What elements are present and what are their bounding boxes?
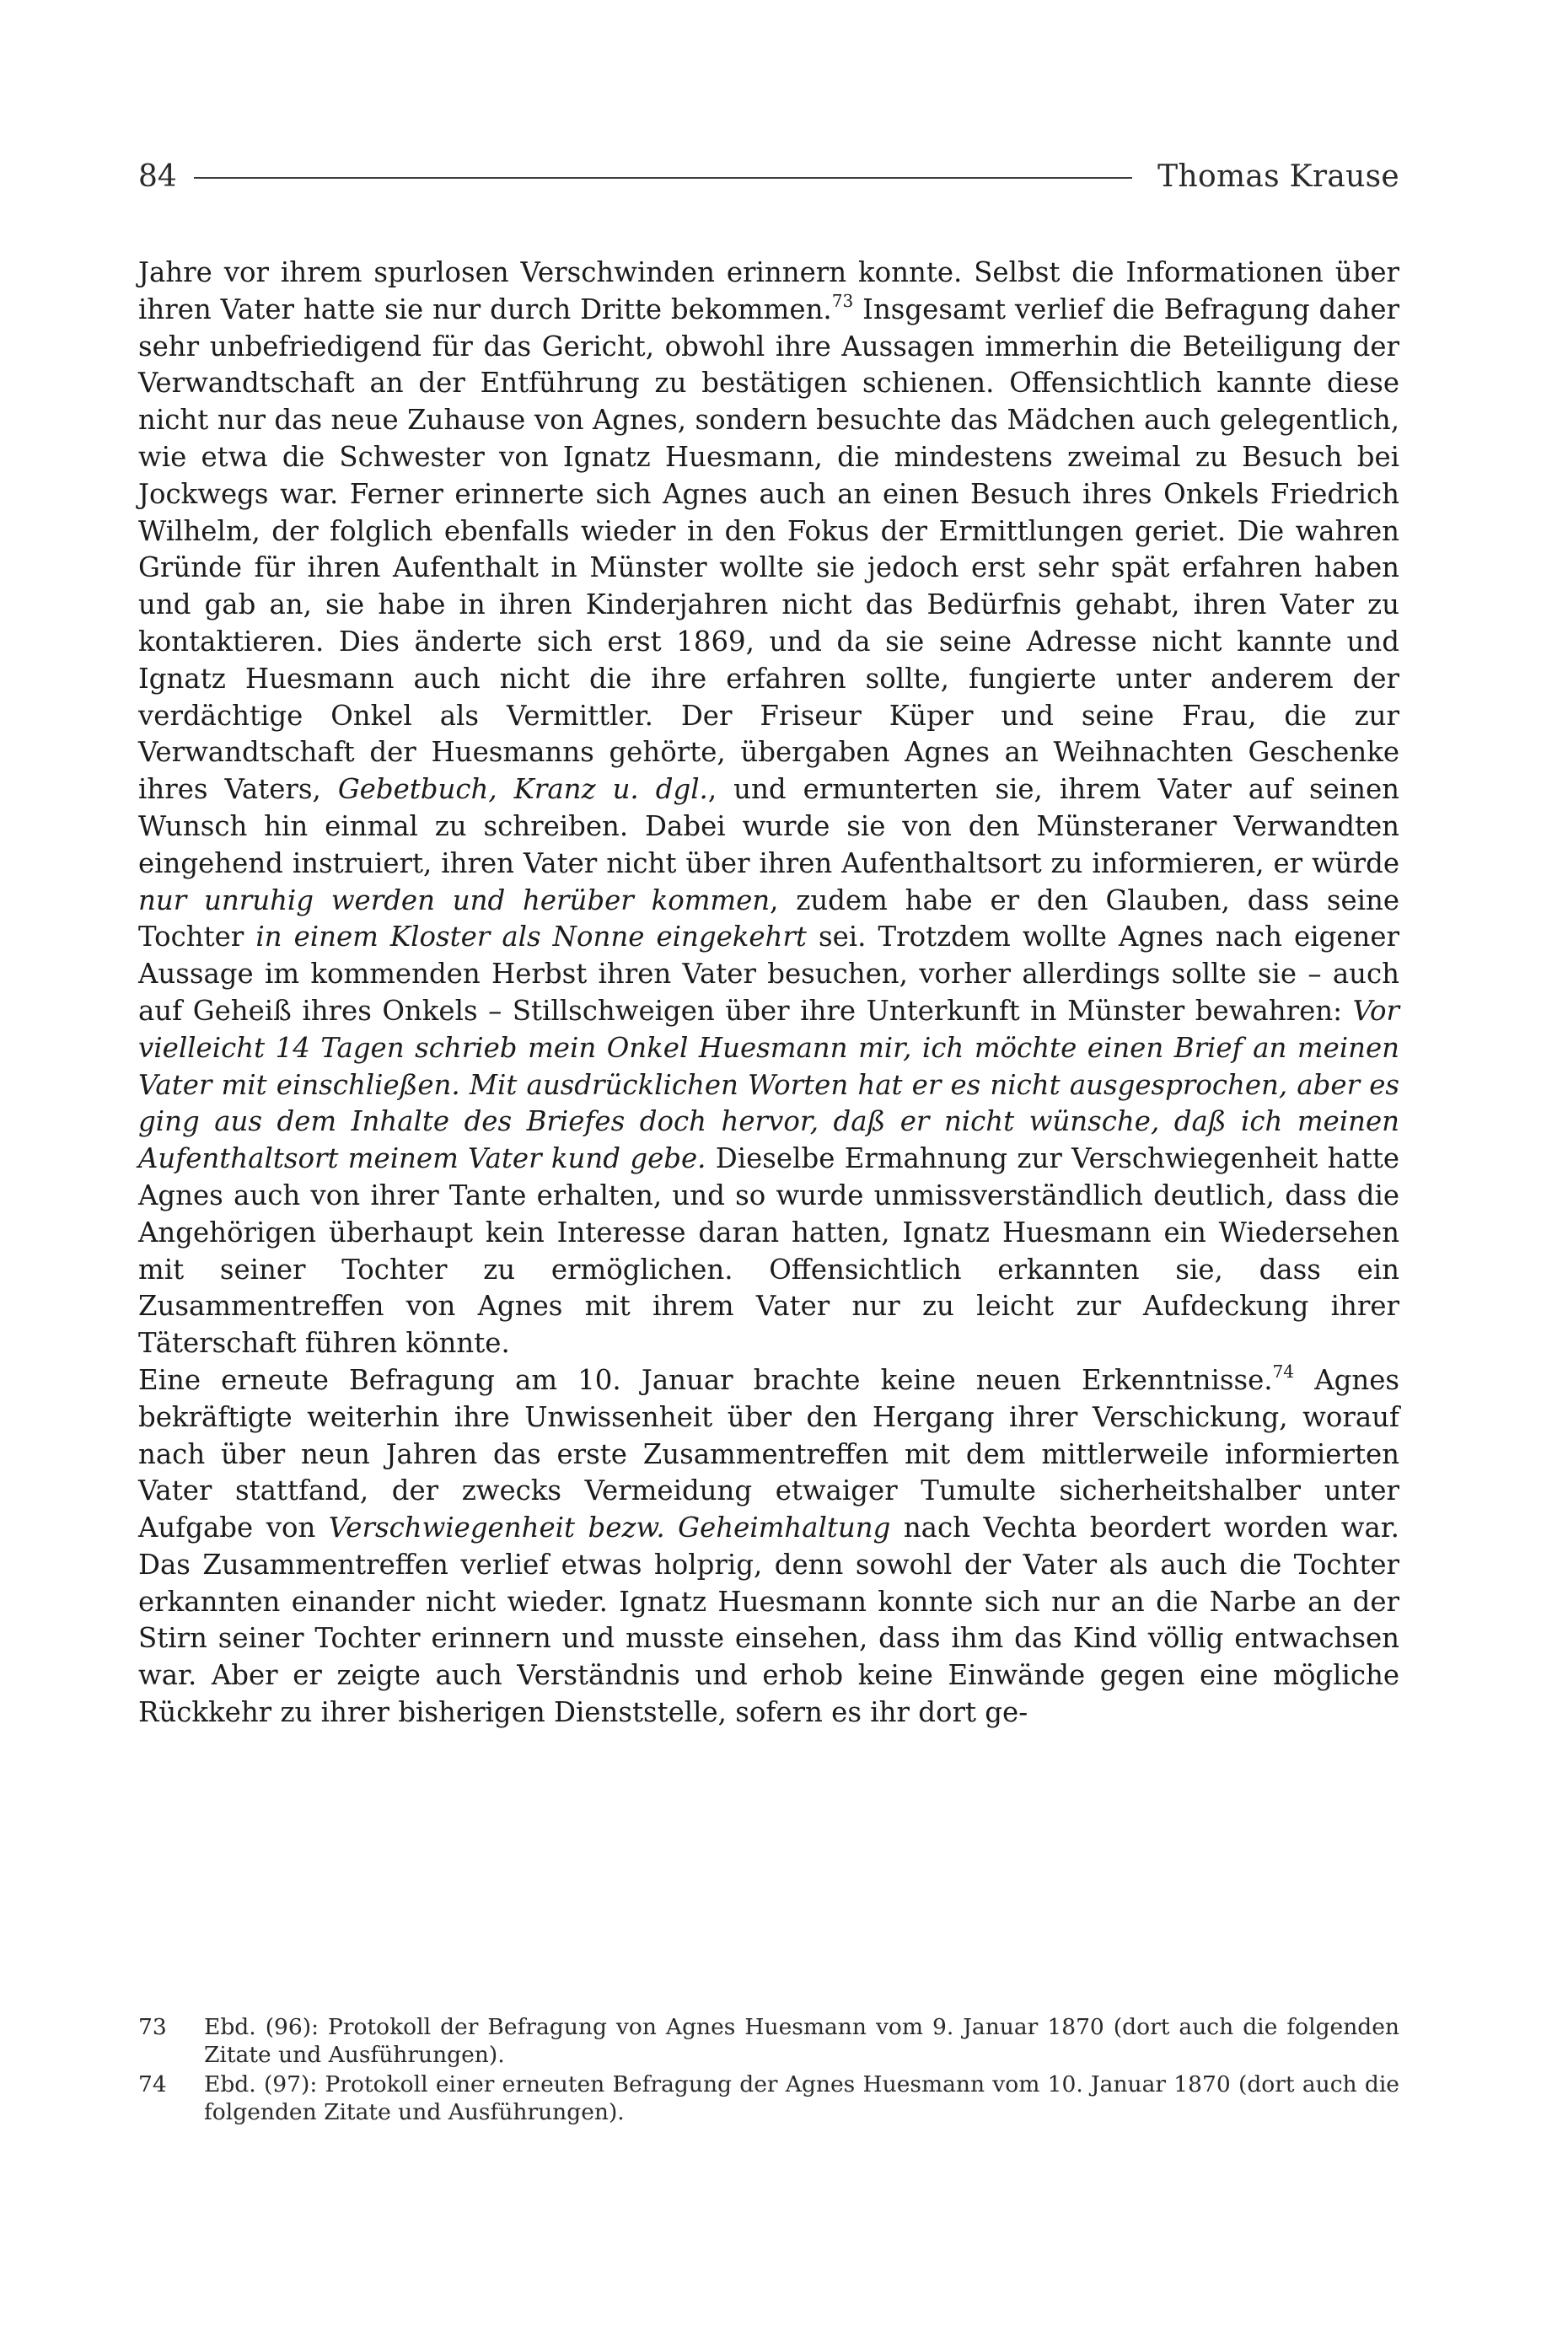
italic-quote: nur unruhig werden und herüber kommen (138, 883, 771, 916)
text-run: nach Vechta beordert worden war. Das Zusammentreffen verlief etwas holprig, denn sowohl der Vater als auch die Tochter erkannten einander nicht wieder. Ignatz Huesmann konnte sich nur an die Narbe an der Stirn seiner Tochter erinnern und musste einsehen, dass ihm das Kind völlig entwachsen war. Aber er zeigte auch Verständnis und erhob keine Einwände gegen eine mögliche Rückkehr zu ihrer bisherigen Dienststelle, sofern es ihr dort ge- (138, 1512, 1399, 1729)
paragraph-1 (138, 255, 1399, 1362)
text-run: Jahre vor ihrem spurlosen Verschwinden erinnern konnte. Selbst die Informationen über ihren Vater hatte sie nur durch Dritte bekommen. (138, 256, 1399, 325)
text-run: Agnes bekräftigte weiterhin ihre Unwissenheit über den Hergang ihrer Verschickung, worauf nach über neun Jahren das erste Zusammentreffen mit dem mittlerweile informierten Vater stattfand, der zwecks Vermeidung etwaiger Tumulte sicherheitshalber unter Aufgabe von (138, 1363, 1399, 1544)
italic-quote: Vor vielleicht 14 Tagen schrieb mein Onkel Huesmann mir, ich möchte einen Brief an meinen Vater mit einschließen. Mit ausdrücklichen Worten hat er es nicht ausgesprochen, aber es ging aus dem Inhalte des Briefes doch hervor, daß er nicht wünsche, daß ich meinen Aufenthaltsort meinem Vater kund gebe. (138, 994, 1399, 1175)
footnote-number: 73 (138, 2014, 167, 2040)
footnote-ref-73[interactable]: 73 (831, 290, 854, 311)
footnotes (138, 2013, 1399, 2128)
text-run: , zudem habe er den Glauben, dass seine Tochter (138, 883, 1399, 953)
italic-quote: in einem Kloster als Nonne eingekehrt (255, 921, 807, 953)
italic-quote: Gebetbuch, Kranz u. dgl. (337, 773, 708, 806)
page-number: 84 (138, 158, 177, 194)
footnote-number: 74 (138, 2071, 167, 2097)
text-run: Insgesamt verlief die Befragung daher sehr unbefriedigend für das Gericht, obwohl ihre Aussagen immerhin die Beteiligung der Verwandtschaft an der Entführung zu bestätigen schienen. Offensichtlich kannte diese nicht nur das neue Zuhause von Agnes, sondern besuchte das Mädchen auch gelegentlich, wie etwa die Schwester von Ignatz Huesmann, die mindestens zweimal zu Besuch bei Jockwegs war. Ferner erinnerte sich Agnes auch an einen Besuch ihres Onkels Friedrich Wilhelm, der folglich ebenfalls wieder in den Fokus der Ermittlungen geriet. Die wahren Gründe für ihren Aufenthalt in Münster wollte sie jedoch erst sehr spät erfahren haben und gab an, sie habe in ihren Kinderjahren nicht das Bedürfnis gehabt, ihren Vater zu kontaktieren. Dies änderte sich erst 1869, und da sie seine Adresse nicht kannte und Ignatz Huesmann auch nicht die ihre erfahren sollte, fungierte unter anderem der verdächtige Onkel als Vermittler. Der Friseur Küper und seine Frau, die zur Verwandtschaft der Huesmanns gehörte, übergaben Agnes an Weihnachten Geschenke ihres Vaters, (138, 293, 1400, 806)
footnote-74 (138, 2070, 1399, 2126)
header-rule (194, 177, 1132, 179)
running-head-author: Thomas Krause (1157, 158, 1399, 194)
italic-quote: Verschwiegenheit bezw. Geheimhaltung (328, 1512, 891, 1544)
text-run: Dieselbe Ermahnung zur Verschwiegenheit hatte Agnes auch von ihrer Tante erhalten, und so wurde unmissverständlich deutlich, dass die Angehörigen überhaupt kein Interesse daran hatten, Ignatz Huesmann ein Wiedersehen mit seiner Tochter zu ermöglichen. Offensichtlich erkannten sie, dass ein Zusammentreffen von Agnes mit ihrem Vater nur zu leicht zur Aufdeckung ihrer Täterschaft führen könnte. (138, 1142, 1400, 1360)
footnote-ref-74[interactable]: 74 (1272, 1361, 1295, 1382)
text-run: Eine erneute Befragung am 10. Januar brachte keine neuen Erkenntnisse. (138, 1363, 1273, 1396)
footnote-text: Ebd. (96): Protokoll der Befragung von Agnes Huesmann vom 9. Januar 1870 (dort auch die folgenden Zitate und Ausführungen). (204, 2014, 1399, 2068)
footnote-73 (138, 2013, 1399, 2069)
paragraph-2 (138, 1362, 1399, 1732)
footnote-text: Ebd. (97): Protokoll einer erneuten Befragung der Agnes Huesmann vom 10. Januar 1870 (dort auch die folgenden Zitate und Ausführungen). (204, 2071, 1399, 2125)
page-header (138, 155, 1399, 197)
text-run: sei. Trotzdem wollte Agnes nach eigener Aussage im kommenden Herbst ihren Vater besuchen, vorher allerdings sollte sie – auch auf Geheiß ihres Onkels – Stillschweigen über ihre Unterkunft in Münster bewahren: (138, 921, 1400, 1027)
text-run: , und ermunterten sie, ihrem Vater auf seinen Wunsch hin einmal zu schreiben. Dabei wurde sie von den Münsteraner Verwandten eingehend instruiert, ihren Vater nicht über ihren Aufenthaltsort zu informieren, er würde (138, 773, 1400, 879)
main-text (138, 255, 1399, 1732)
